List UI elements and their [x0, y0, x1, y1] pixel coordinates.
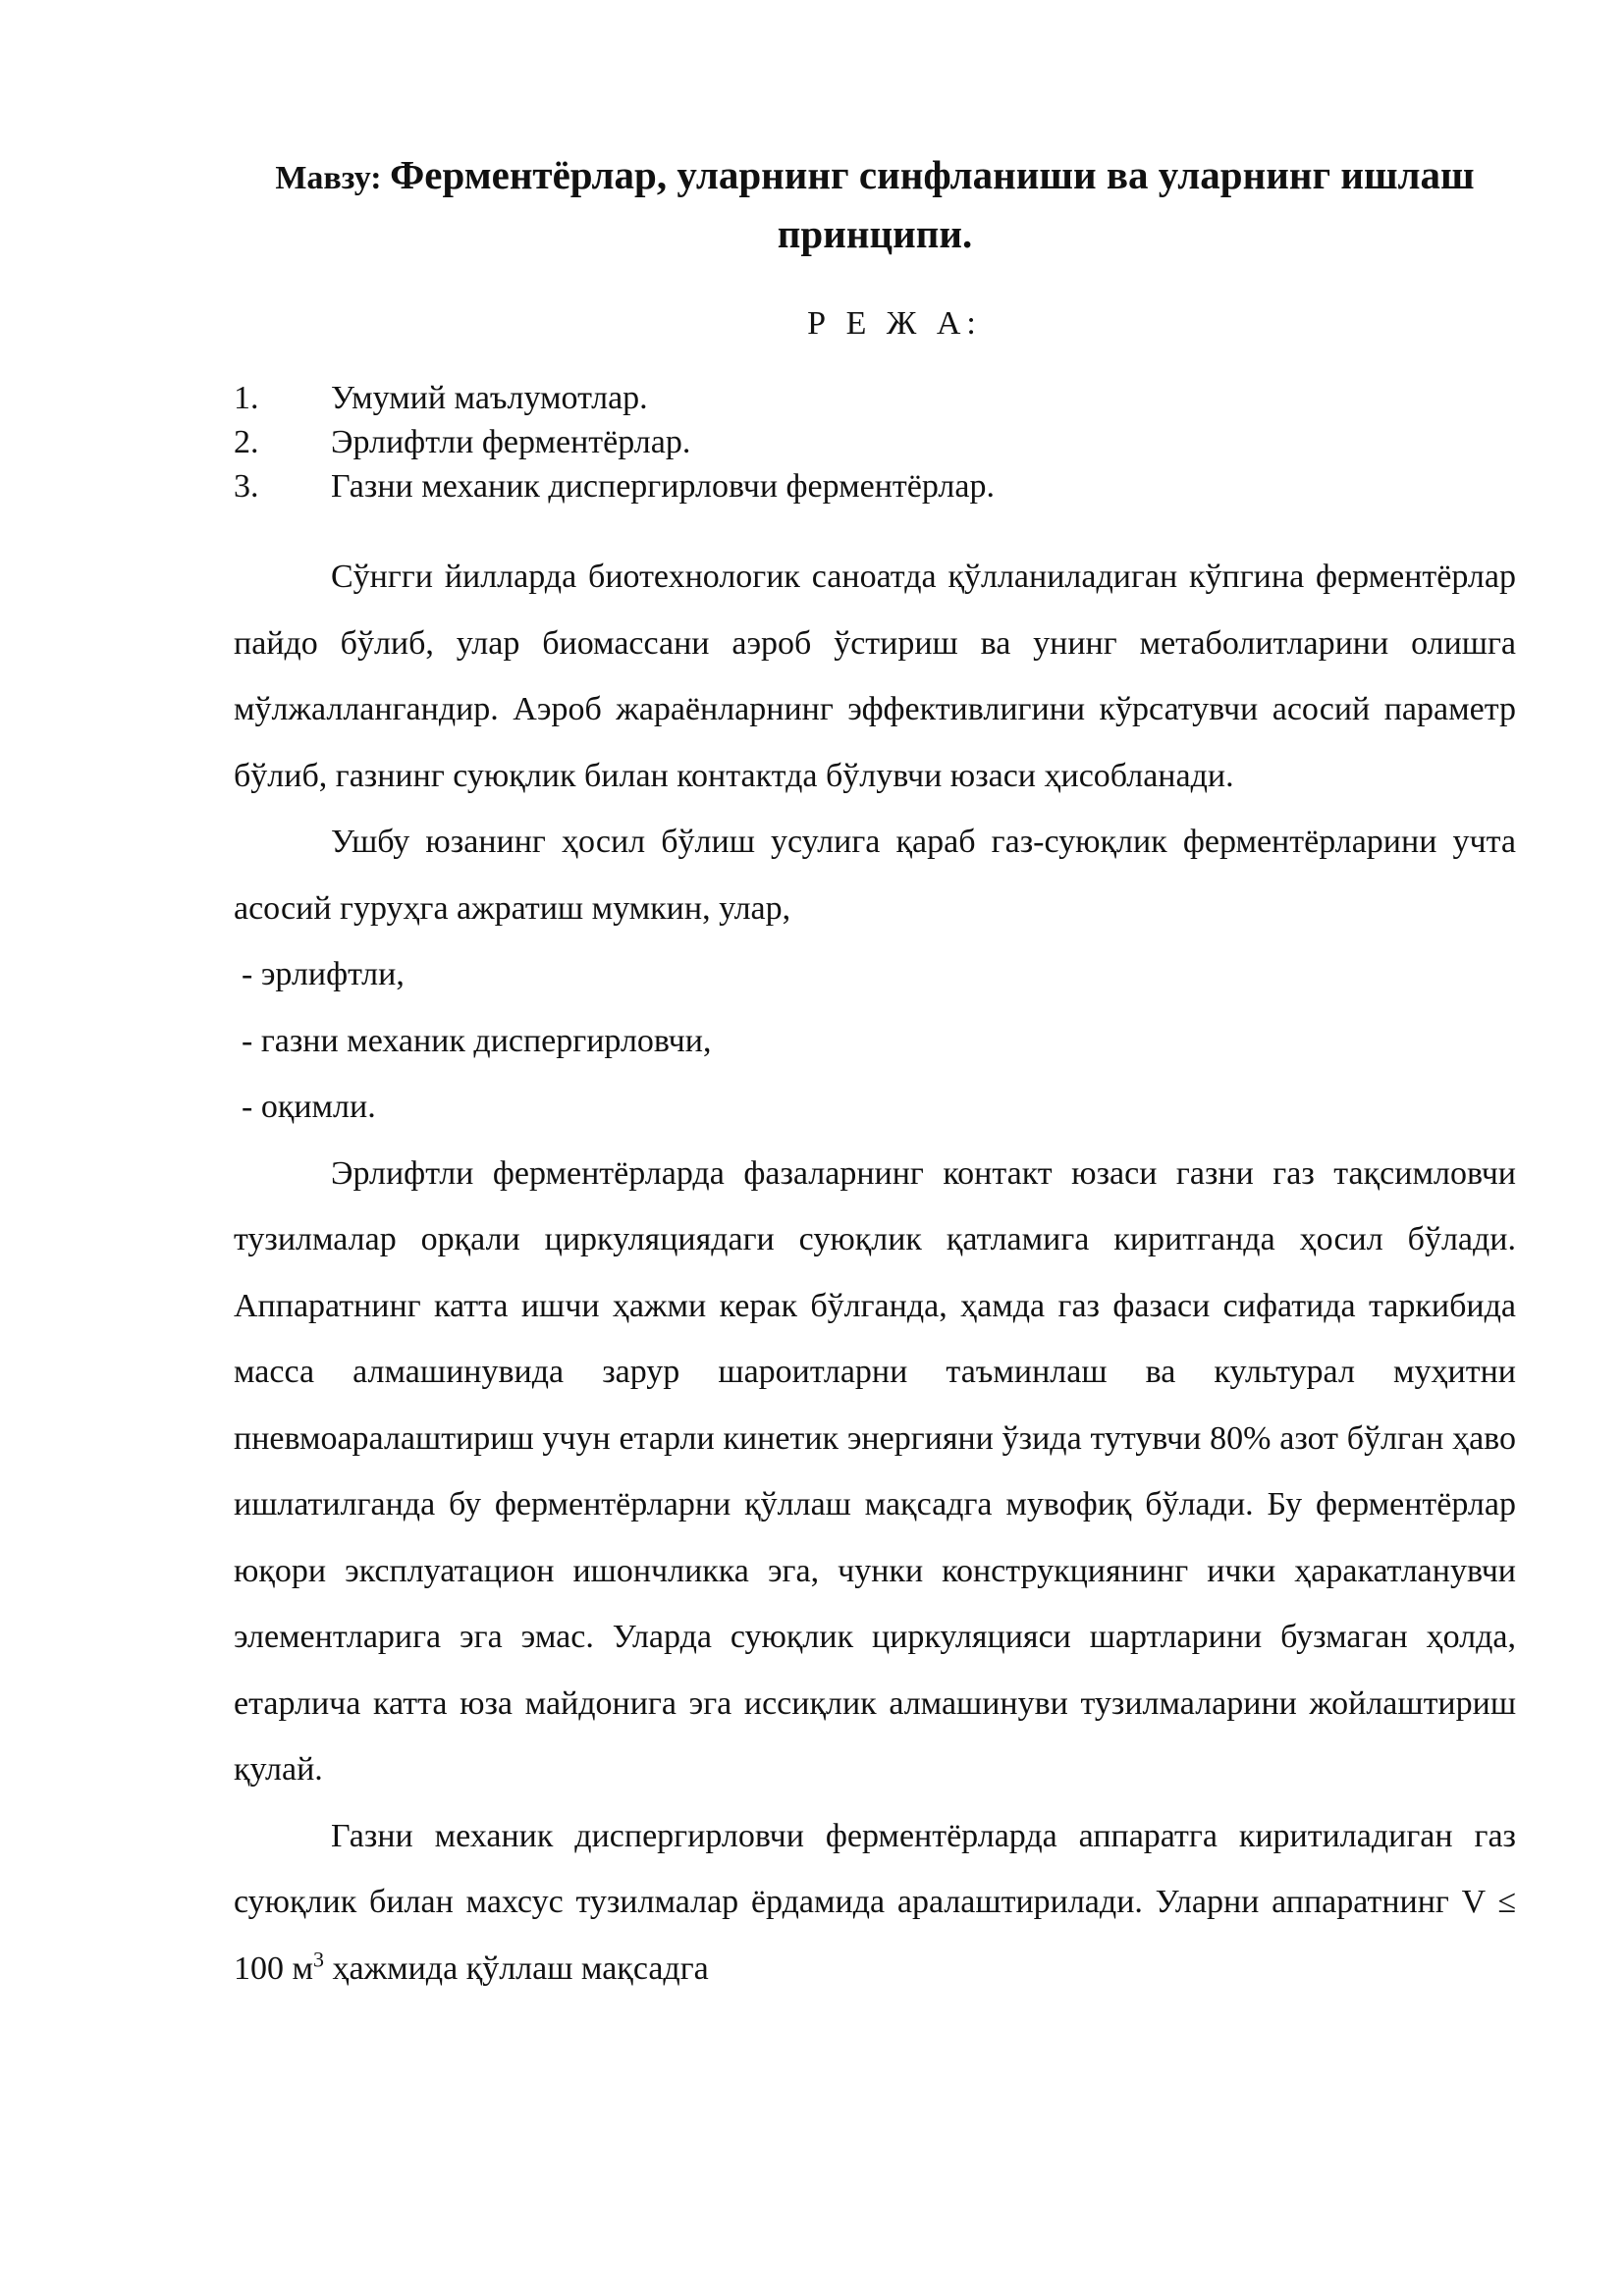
plan-heading: Р Е Ж А:: [807, 305, 982, 342]
title-prefix: Мавзу:: [275, 160, 391, 196]
paragraph-groups: Ушбу юзанинг ҳосил бўлиш усулига қараб газ-суюқлик ферментёрларини учта асосий гуруҳга ажратиш мумкин, улар,: [234, 824, 1516, 927]
plan-item: [234, 464, 1516, 508]
document-page: [234, 147, 1516, 2002]
bullet-item: - эрлифтли,: [242, 956, 405, 992]
plan-item-number: 2.: [234, 424, 259, 460]
plan-item-text: Умумий маълумотлар.: [331, 380, 648, 416]
plan-item: [234, 420, 1516, 464]
paragraph-airlift: Эрлифтли ферментёрларда фазаларнинг контакт юзаси газни газ тақсимловчи тузилмалар орқали циркуляциядаги суюқлик қатламига киритганда ҳосил бўлади. Аппаратнинг катта ишчи ҳажми керак бўлганда, ҳамда газ фазаси сифатида таркибида масса алмашинувида зарур шароитларни таъминлаш ва культурал муҳитни пневмоаралаштириш учун етарли кинетик энергияни ўзида тутувчи 80% азот бўлган ҳаво ишлатилганда бу ферментёрларни қўллаш мақсадга мувофиқ бўлади. Бу ферментёрлар юқори эксплуатацион ишончликка эга, чунки конструкциянинг ички ҳаракатланувчи элементларига эга эмас. Уларда суюқлик циркуляцияси шартларини бузмаган ҳолда, етарлича катта юза майдонига эга иссиқлик алмашинуви тузилмаларини жойлаштириш қулай.: [234, 1154, 1516, 1788]
plan-item-text: Эрлифтли ферментёрлар.: [331, 424, 691, 460]
paragraph-mechanical-text-end: ҳажмида қўллаш мақсадга: [324, 1949, 709, 1987]
plan-item-number: 1.: [234, 380, 259, 416]
plan-item: [234, 376, 1516, 420]
paragraph-mechanical: [234, 1803, 1516, 2002]
plan-item-number: 3.: [234, 468, 259, 505]
title-main: Ферментёрлар, уларнинг синфланиши ва уларнинг ишлаш принципи.: [390, 152, 1475, 256]
plan-item-text: Газни механик диспергирловчи ферментёрлар.: [331, 468, 995, 505]
superscript-exponent: 3: [313, 1947, 325, 1972]
bullet-item: - оқимли.: [242, 1089, 376, 1125]
paragraph-intro: Сўнгги йилларда биотехнологик саноатда қўлланиладиган кўпгина ферментёрлар пайдо бўлиб, улар биомассани аэроб ўстириш ва унинг метаболитларини олишга мўлжаллангандир. Аэроб жараёнларнинг эффективлигини кўрсатувчи асосий параметр бўлиб, газнинг суюқлик билан контактда бўлувчи юзаси ҳисобланади.: [234, 559, 1516, 794]
bullet-item: - газни механик диспергирловчи,: [242, 1022, 712, 1059]
document-title: [234, 147, 1516, 262]
plan-list: [234, 376, 1516, 508]
paragraph-mechanical-text: Газни механик диспергирловчи ферментёрларда аппаратга киритиладиган газ суюқлик билан махсус тузилмалар ёрдамида аралаштирилади. Уларни аппаратнинг V ≤ 100 м: [234, 1817, 1516, 1987]
